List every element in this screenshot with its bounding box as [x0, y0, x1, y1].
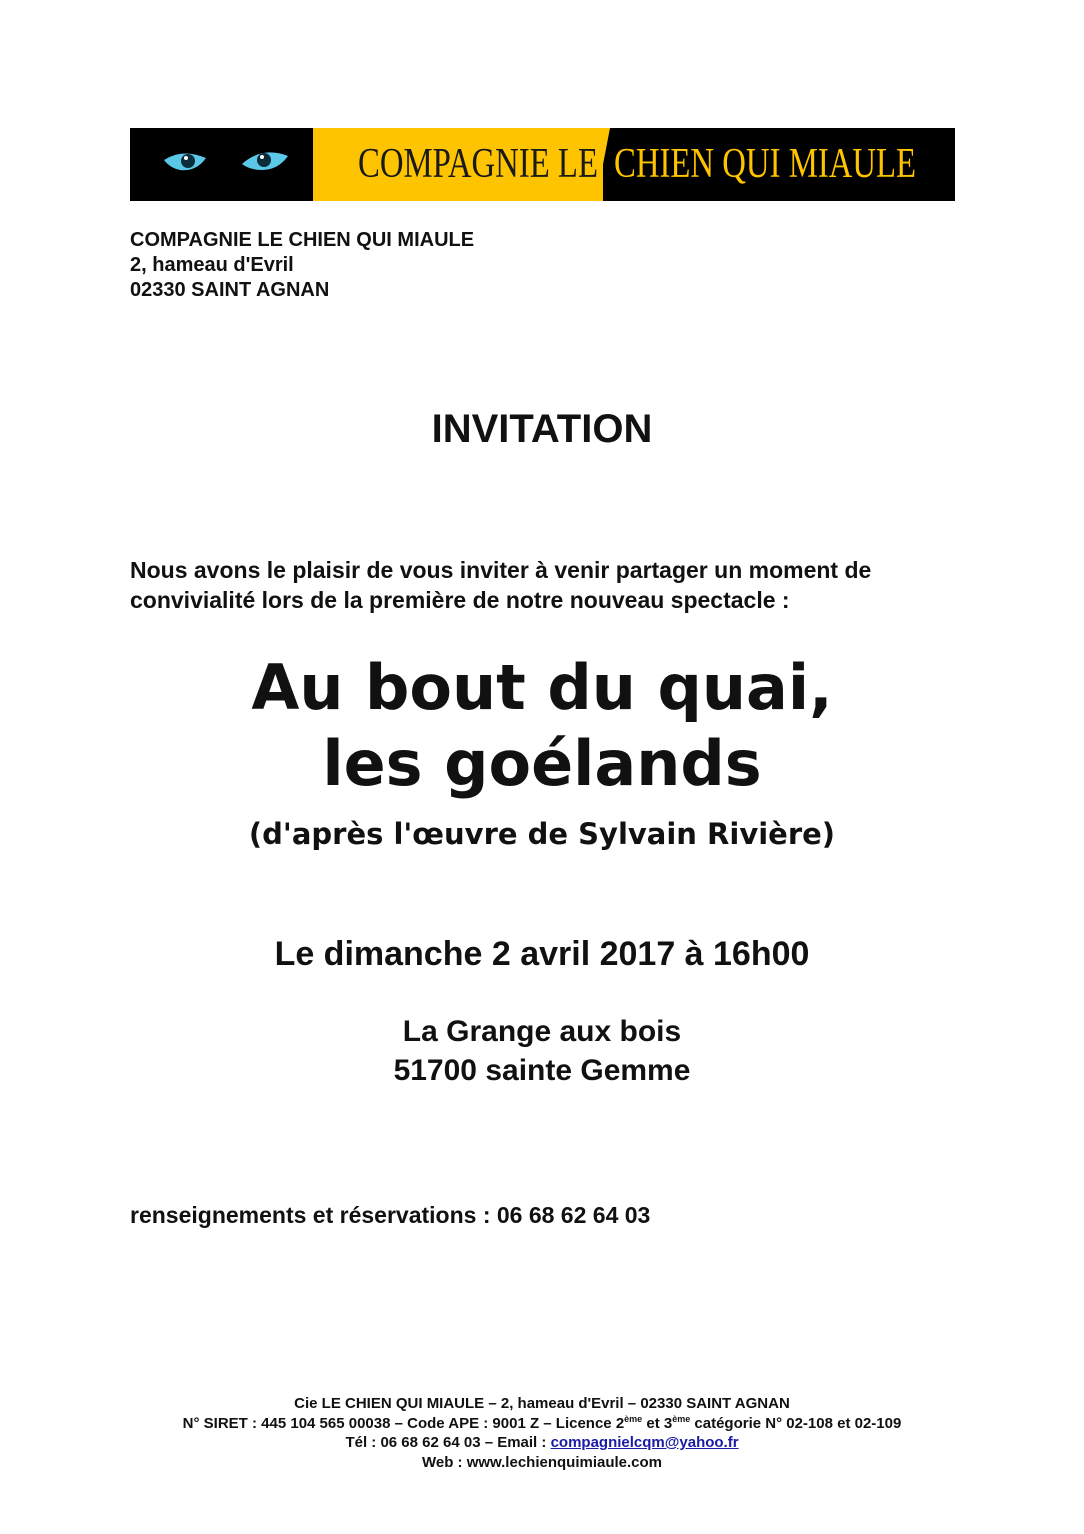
venue-city: 51700 sainte Gemme — [393, 1054, 691, 1087]
banner-brand-right: CHIEN QUI MIAULE — [614, 141, 917, 187]
address-name: COMPAGNIE LE CHIEN QUI MIAULE — [130, 229, 475, 251]
company-banner — [130, 128, 955, 201]
footer-line-1: Cie LE CHIEN QUI MIAULE – 2, hameau d'Evril – 02330 SAINT AGNAN — [294, 1395, 790, 1412]
intro-line-2: convivialité lors de la première de notre nouveau spectacle : — [130, 587, 790, 613]
event-date: Le dimanche 2 avril 2017 à 16h00 — [274, 935, 810, 973]
footer — [0, 1394, 1084, 1472]
show-title-line-2: les goélands — [322, 727, 762, 800]
address-city: 02330 SAINT AGNAN — [130, 279, 330, 301]
intro-line-1: Nous avons le plaisir de vous inviter à venir partager un moment de — [130, 557, 872, 583]
banner-brand-left: COMPAGNIE LE — [358, 141, 598, 187]
show-title-line-1: Au bout du quai, — [251, 651, 833, 724]
contact-info: renseignements et réservations : 06 68 62 64 03 — [130, 1202, 651, 1228]
footer-categorie: catégorie N° 02-108 et 02-109 — [690, 1414, 902, 1432]
page-title: INVITATION — [431, 407, 653, 451]
footer-siret: N° SIRET : 445 104 565 00038 – Code APE : 9001 Z – Licence 2 — [182, 1414, 625, 1432]
show-subtitle: (d'après l'œuvre de Sylvain Rivière) — [248, 817, 836, 851]
footer-line-4: Web : www.lechienquimiaule.com — [421, 1453, 663, 1471]
footer-sup-2: ème — [672, 1413, 691, 1424]
footer-sup-1: ème — [624, 1413, 643, 1424]
address-street: 2, hameau d'Evril — [130, 254, 294, 276]
venue-name: La Grange aux bois — [402, 1015, 682, 1048]
show-title — [0, 650, 1084, 802]
footer-line-3 — [0, 1433, 1084, 1453]
footer-phone: Tél : 06 68 62 64 03 – Email : — [345, 1434, 551, 1451]
sender-address — [130, 228, 474, 303]
event-venue — [0, 1012, 1084, 1090]
email-link[interactable]: compagnielcqm@yahoo.fr — [550, 1434, 739, 1451]
cat-eyes-icon — [160, 142, 295, 182]
footer-line-2 — [0, 1414, 1084, 1434]
intro-paragraph — [130, 555, 960, 615]
footer-licence-and: et 3 — [642, 1414, 673, 1432]
